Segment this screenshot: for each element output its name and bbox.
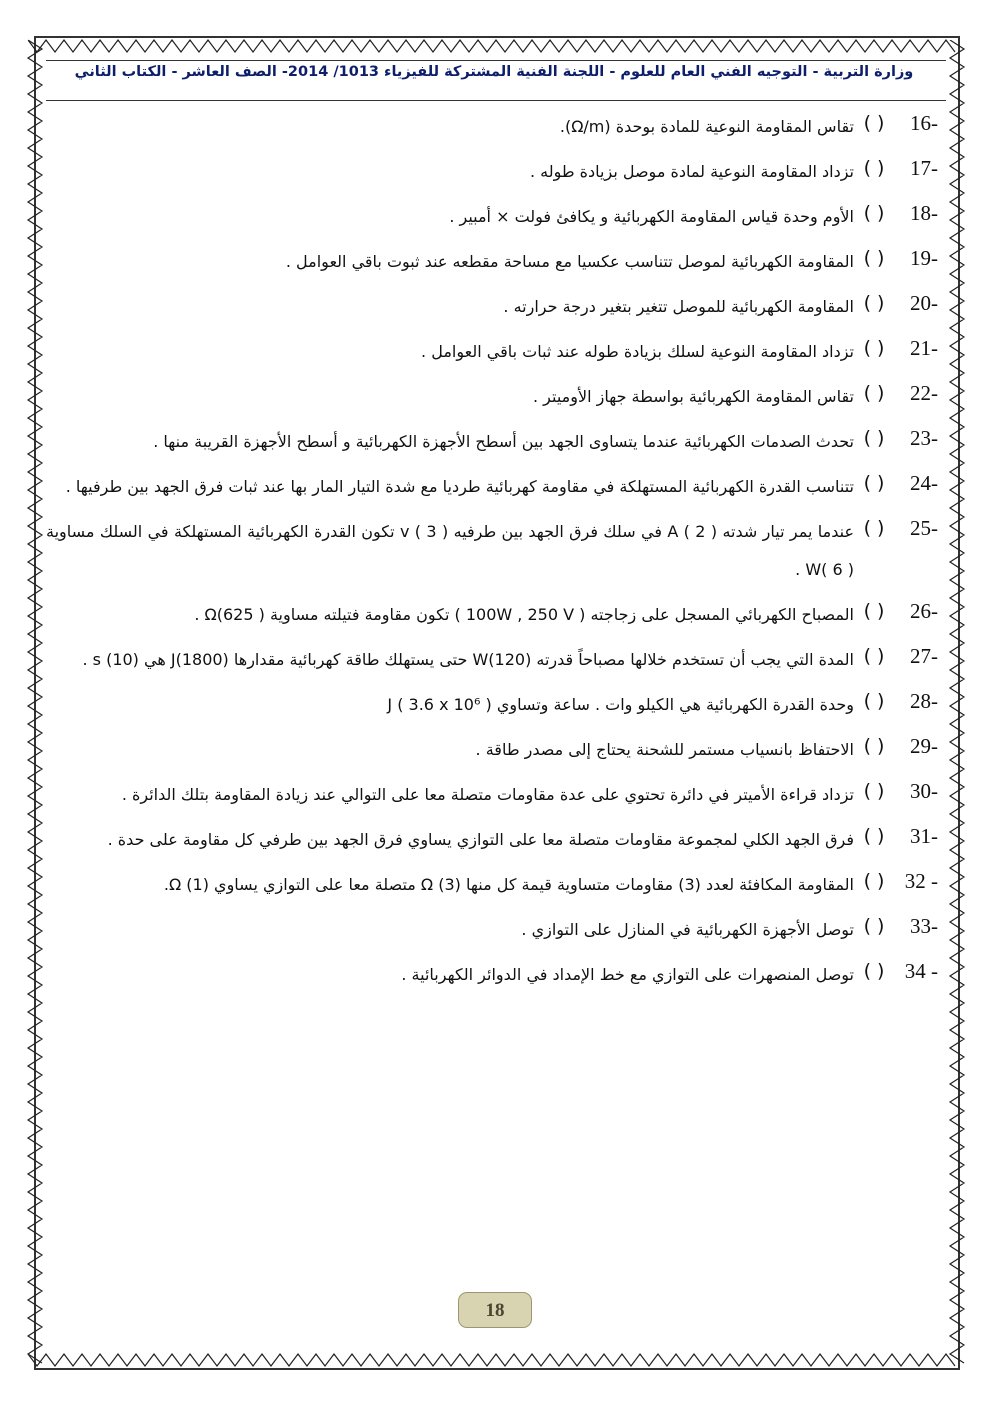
question-item (46, 911, 938, 949)
question-item (46, 686, 938, 724)
answer-blank[interactable]: ( ) (863, 472, 885, 494)
question-item (46, 468, 938, 506)
question-number: 20- (910, 291, 938, 315)
answer-blank[interactable]: ( ) (863, 517, 885, 539)
question-number: 18- (910, 201, 938, 225)
decorative-border-right (948, 40, 966, 1366)
answer-blank[interactable]: ( ) (863, 337, 885, 359)
question-item (46, 641, 938, 679)
question-number: 19- (910, 246, 938, 270)
question-number: 21- (910, 336, 938, 360)
question-text: الاحتفاظ بانسياب مستمر للشحنة يحتاج إلى مصدر طاقة . (475, 740, 854, 759)
question-text: تزداد المقاومة النوعية لسلك بزيادة طوله عند ثبات باقي العوامل . (421, 342, 854, 361)
question-text: تقاس المقاومة النوعية للمادة بوحدة (Ω/m). (559, 117, 854, 136)
answer-blank[interactable]: ( ) (863, 915, 885, 937)
question-item (46, 333, 938, 371)
question-item (46, 288, 938, 326)
question-item (46, 596, 938, 634)
question-number: 30- (910, 779, 938, 803)
question-number: 16- (910, 111, 938, 135)
question-text: تزداد قراءة الأميتر في دائرة تحتوي على عدة مقاومات متصلة معا على التوالي عند زيادة المقاومة بتلك الدائرة . (121, 785, 854, 804)
answer-blank[interactable]: ( ) (863, 427, 885, 449)
decorative-border-bottom (28, 1352, 962, 1368)
answer-blank[interactable]: ( ) (863, 870, 885, 892)
question-number: 26- (910, 599, 938, 623)
question-number: 24- (910, 471, 938, 495)
question-text: تزداد المقاومة النوعية لمادة موصل بزيادة طوله . (529, 162, 854, 181)
answer-blank[interactable]: ( ) (863, 690, 885, 712)
question-text: فرق الجهد الكلي لمجموعة مقاومات متصلة معا على التوازي يساوي فرق الجهد بين طرفي كل مقاومة على حدة . (107, 830, 854, 849)
answer-blank[interactable]: ( ) (863, 202, 885, 224)
answer-blank[interactable]: ( ) (863, 247, 885, 269)
answer-blank[interactable]: ( ) (863, 780, 885, 802)
question-item (46, 513, 938, 589)
question-item (46, 776, 938, 814)
answer-blank[interactable]: ( ) (863, 157, 885, 179)
question-text: توصل المنصهرات على التوازي مع خط الإمداد في الدوائر الكهربائية . (401, 965, 854, 984)
question-text: عندما يمر تيار شدته A ( 2 ) في سلك فرق الجهد بين طرفيه v ( 3 ) تكون القدرة الكهربائية المستهلكة في السلك مساوية W( 6 ) . (46, 522, 855, 579)
decorative-border-top (28, 38, 962, 54)
answer-blank[interactable]: ( ) (863, 600, 885, 622)
header-rule-top (46, 60, 946, 61)
answer-blank[interactable]: ( ) (863, 960, 885, 982)
question-text: المقاومة الكهربائية لموصل تتناسب عكسيا مع مساحة مقطعه عند ثبوت باقي العوامل . (285, 252, 854, 271)
question-number: 23- (910, 426, 938, 450)
decorative-border-left (26, 40, 44, 1366)
question-number: 22- (910, 381, 938, 405)
question-text: الأوم وحدة قياس المقاومة الكهربائية و يكافئ فولت × أمبير . (449, 207, 854, 226)
question-item (46, 731, 938, 769)
answer-blank[interactable]: ( ) (863, 825, 885, 847)
question-number: 25- (910, 516, 938, 540)
question-item (46, 956, 938, 994)
answer-blank[interactable]: ( ) (863, 735, 885, 757)
question-number: 29- (910, 734, 938, 758)
question-item (46, 423, 938, 461)
question-text: المصباح الكهربائي المسجل على زجاجته ( 100W , 250 V ) تكون مقاومة فتيلته مساوية Ω(625 ) . (194, 605, 854, 624)
question-number: 17- (910, 156, 938, 180)
question-item (46, 198, 938, 236)
answer-blank[interactable]: ( ) (863, 292, 885, 314)
header-rule-bottom (46, 100, 946, 101)
question-text: تحدث الصدمات الكهربائية عندما يتساوى الجهد بين أسطح الأجهزة الكهربائية و أسطح الأجهزة القريبة منها . (153, 432, 854, 451)
question-item (46, 378, 938, 416)
question-number: 27- (910, 644, 938, 668)
question-text: تتناسب القدرة الكهربائية المستهلكة في مقاومة كهربائية طرديا مع شدة التيار المار بها عند ثبات فرق الجهد بين طرفيها . (65, 477, 854, 496)
questions-list (46, 108, 938, 1001)
question-item (46, 866, 938, 904)
question-number: 34 - (904, 959, 938, 983)
question-item (46, 821, 938, 859)
answer-blank[interactable]: ( ) (863, 382, 885, 404)
question-text: المدة التي يجب أن تستخدم خلالها مصباحاً قدرته W(120) حتى يستهلك طاقة كهربائية مقدارها J(1800) هي s (10) . (82, 650, 854, 669)
answer-blank[interactable]: ( ) (863, 112, 885, 134)
question-number: 33- (910, 914, 938, 938)
question-number: 32 - (904, 869, 938, 893)
question-item (46, 108, 938, 146)
question-text: تقاس المقاومة الكهربائية بواسطة جهاز الأوميتر . (532, 387, 854, 406)
question-number: 31- (910, 824, 938, 848)
page-number: 18 (458, 1292, 532, 1328)
question-item (46, 243, 938, 281)
question-text: المقاومة المكافئة لعدد (3) مقاومات متساوية قيمة كل منها Ω (3) متصلة معا على التوازي يساوي Ω (1). (163, 875, 854, 894)
question-number: 28- (910, 689, 938, 713)
question-text: توصل الأجهزة الكهربائية في المنازل على التوازي . (521, 920, 854, 939)
question-text: المقاومة الكهربائية للموصل تتغير بتغير درجة حرارته . (503, 297, 854, 316)
question-item (46, 153, 938, 191)
answer-blank[interactable]: ( ) (863, 645, 885, 667)
page-header: وزارة التربية - التوجيه الفني العام للعلوم - اللجنة الفنية المشتركة للفيزياء 1013/ 2014- الصف العاشر - الكتاب الثاني (74, 64, 914, 80)
question-text: وحدة القدرة الكهربائية هي الكيلو وات . ساعة وتساوي J ( 3.6 x 10⁶ ) (387, 695, 854, 714)
